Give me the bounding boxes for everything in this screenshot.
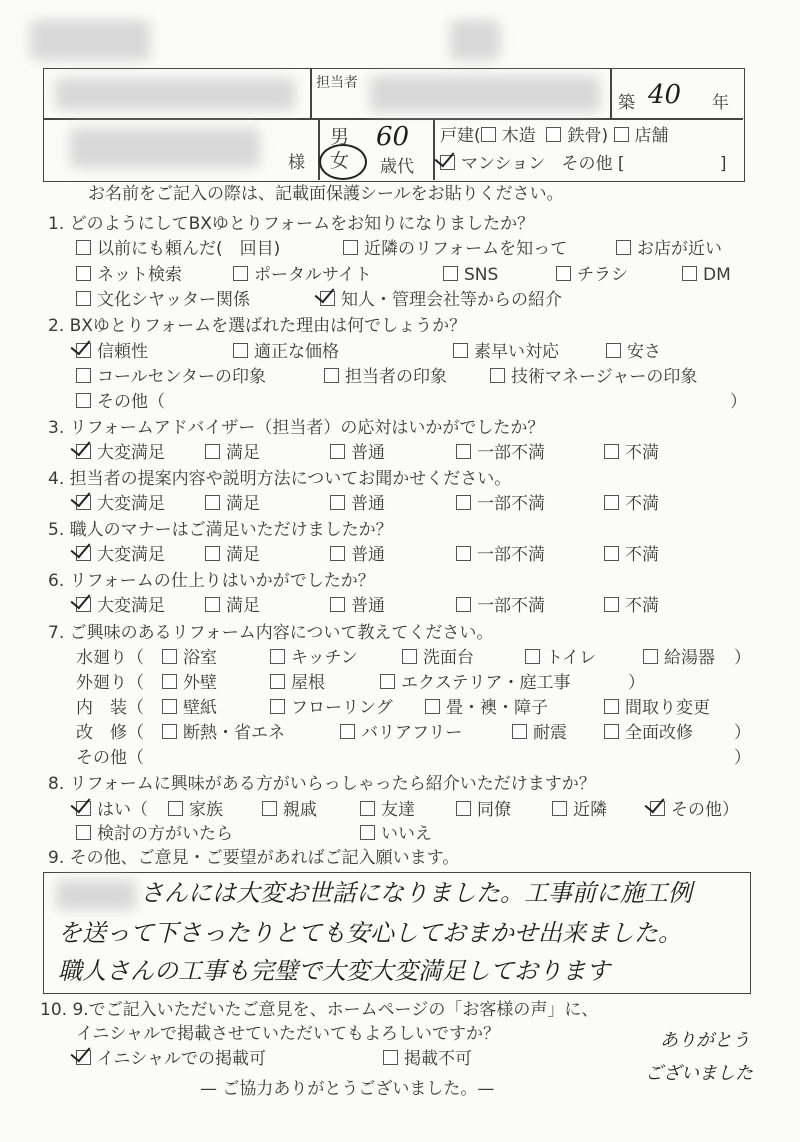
intro-note: お名前をご記入の際は、記載面保護シールをお貼りください。 — [88, 184, 564, 204]
divider — [433, 118, 435, 180]
redacted-header-right — [450, 20, 500, 60]
q4-title: 4. 担当者の提案内容や説明方法についてお聞かせください。 — [48, 469, 512, 489]
handwritten-thanks-2: ございました — [645, 1063, 753, 1084]
q9-title: 9. その他、ご意見・ご要望があればご記入願います。 — [48, 848, 460, 868]
q8-family: 家族 — [168, 799, 223, 821]
q3-satisfied-label: 満足 — [226, 443, 260, 463]
q7-water-heater: 給湯器 — [643, 647, 715, 669]
q7-interior-label: 内 装（ — [76, 698, 144, 718]
q2-other-close: ） — [730, 392, 747, 412]
q6-neutral — [330, 595, 385, 617]
redacted-staff — [370, 76, 600, 112]
house-mansion-checkbox[interactable] — [440, 155, 455, 170]
q10-title: 10. 9.でご記入いただいたご意見を、ホームページの「お客様の声」に、 — [40, 1000, 599, 1020]
q8-relatives: 親戚 — [262, 799, 317, 821]
redacted-header-left — [30, 20, 150, 60]
q7-reno-full: 全面改修 — [604, 722, 693, 744]
divider — [318, 118, 320, 180]
q2-opt-trust: 信頼性 — [76, 341, 148, 363]
divider — [610, 68, 612, 118]
divider — [433, 118, 743, 120]
q2-opt-price: 適正な価格 — [233, 341, 339, 363]
q4-very-satisfied-label: 大変満足 — [97, 494, 165, 514]
q1-opt-net: ネット検索 — [76, 264, 182, 286]
divider — [43, 118, 433, 120]
q7-water-bath: 浴室 — [162, 647, 217, 669]
q1-title: 1. どのようにしてBXゆとりフォームをお知りになりましたか？ — [48, 214, 535, 234]
q6-partly-dissatisfied-label: 一部不満 — [477, 596, 545, 616]
age-unit: 歳代 — [380, 157, 414, 177]
q7-other-close: ） — [734, 748, 751, 768]
q7-water-label: 水廻り（ — [76, 648, 144, 668]
q5-very-satisfied — [76, 544, 165, 566]
q7-outer-close: ） — [628, 673, 645, 693]
q4-very-satisfied-checkbox[interactable] — [76, 495, 91, 510]
q4-dissatisfied — [604, 493, 659, 515]
q1-opt-bunka: 文化シヤッター関係 — [76, 289, 250, 311]
redacted-comment-name — [56, 880, 136, 910]
q7-interior-tatami: 畳・襖・障子 — [425, 697, 548, 719]
q3-title: 3. リフォームアドバイザー（担当者）の応対はいかがでしたか？ — [48, 418, 545, 438]
q9-comment-line1: さんには大変お世話になりました。工事前に施工例 — [140, 879, 692, 907]
q7-outer-exterior: エクステリア・庭工事 — [380, 672, 571, 694]
q1-opt-before: 以前にも頼んだ( 回目) — [76, 238, 280, 260]
q1-opt-flyer: チラシ — [556, 264, 628, 286]
q6-very-satisfied — [76, 595, 165, 617]
q1-opt-store-near: お店が近い — [616, 238, 722, 260]
q2-opt-tech: 技術マネージャーの印象 — [490, 366, 697, 388]
q8-neighbors: 近隣 — [552, 799, 607, 821]
q3-satisfied — [205, 442, 260, 464]
q4-partly-dissatisfied-checkbox[interactable] — [456, 495, 471, 510]
q6-dissatisfied-checkbox[interactable] — [604, 597, 619, 612]
q5-dissatisfied — [604, 544, 659, 566]
q6-satisfied-checkbox[interactable] — [205, 597, 220, 612]
house-steel-checkbox[interactable] — [546, 127, 561, 142]
q4-neutral-checkbox[interactable] — [330, 495, 345, 510]
gender-female: 女 — [330, 150, 350, 172]
divider — [310, 68, 312, 118]
q4-dissatisfied-checkbox[interactable] — [604, 495, 619, 510]
q7-water-washbasin: 洗面台 — [402, 647, 474, 669]
q6-dissatisfied — [604, 595, 659, 617]
q8-friends: 友達 — [360, 799, 415, 821]
q2-title: 2. BXゆとりフォームを選ばれた理由は何でしょうか？ — [48, 316, 467, 336]
q5-very-satisfied-label: 大変満足 — [97, 545, 165, 565]
q8-colleagues: 同僚 — [456, 799, 511, 821]
redacted-customer-name — [70, 128, 260, 168]
q7-interior-wallpaper: 壁紙 — [162, 697, 217, 719]
q6-partly-dissatisfied — [456, 595, 545, 617]
q9-comment-line3: 職人さんの工事も完璧で大変大変満足しております — [58, 957, 610, 985]
q4-very-satisfied — [76, 493, 165, 515]
handwritten-thanks-1: ありがとう — [660, 1030, 750, 1051]
q7-other-label: その他（ — [76, 748, 144, 768]
q7-outer-wall: 外壁 — [162, 672, 217, 694]
q8-title: 8. リフォームに興味がある方がいらっしゃったら紹介いただけますか？ — [48, 774, 596, 794]
q3-neutral — [330, 442, 385, 464]
q1-opt-neighbor: 近隣のリフォームを知って — [343, 238, 567, 260]
q5-neutral — [330, 544, 385, 566]
q7-reno-quake: 耐震 — [512, 722, 567, 744]
q5-partly-dissatisfied-label: 一部不満 — [477, 545, 545, 565]
q7-reno-insulation: 断熱・省エネ — [162, 722, 285, 744]
q6-satisfied-label: 満足 — [226, 596, 260, 616]
q6-partly-dissatisfied-checkbox[interactable] — [456, 597, 471, 612]
q2-opt-quick: 素早い対応 — [453, 341, 559, 363]
q3-very-satisfied — [76, 442, 165, 464]
q3-partly-dissatisfied-label: 一部不満 — [477, 443, 545, 463]
q5-partly-dissatisfied-checkbox[interactable] — [456, 546, 471, 561]
q7-outer-label: 外廻り（ — [76, 673, 144, 693]
q3-dissatisfied-checkbox[interactable] — [604, 444, 619, 459]
q4-satisfied-checkbox[interactable] — [205, 495, 220, 510]
q2-opt-staff: 担当者の印象 — [324, 366, 447, 388]
q7-water-close: ） — [734, 648, 751, 668]
q10-title2: イニシャルで掲載させていただいてもよろしいですか？ — [76, 1024, 500, 1044]
q8-consider: 検討の方がいたら — [76, 823, 233, 845]
q4-neutral-label: 普通 — [351, 494, 385, 514]
q5-neutral-checkbox[interactable] — [330, 546, 345, 561]
q10-ng: 掲載不可 — [383, 1048, 472, 1070]
house-other-label: その他 [ — [561, 154, 625, 174]
q5-partly-dissatisfied — [456, 544, 545, 566]
q8-yes: はい（ — [76, 799, 148, 821]
q6-very-satisfied-label: 大変満足 — [97, 596, 165, 616]
q5-dissatisfied-label: 不満 — [625, 545, 659, 565]
house-store-checkbox[interactable] — [614, 127, 629, 142]
q1-opt-sns: SNS — [443, 264, 498, 286]
q4-partly-dissatisfied-label: 一部不満 — [477, 494, 545, 514]
q7-title: 7. ご興味のあるリフォーム内容について教えてください。 — [48, 623, 494, 643]
gender-male: 男 — [330, 126, 350, 148]
q3-very-satisfied-label: 大変満足 — [97, 443, 165, 463]
q7-outer-roof: 屋根 — [270, 672, 325, 694]
q5-satisfied-checkbox[interactable] — [205, 546, 220, 561]
q6-very-satisfied-checkbox[interactable] — [76, 597, 91, 612]
q6-title: 6. リフォームの仕上りはいかがでしたか？ — [48, 571, 375, 591]
house-detached: 戸建( — [440, 126, 481, 146]
q4-neutral — [330, 493, 385, 515]
q7-reno-label: 改 修（ — [76, 723, 144, 743]
staff-label: 担当者 — [316, 75, 358, 91]
q3-partly-dissatisfied — [456, 442, 545, 464]
q5-neutral-label: 普通 — [351, 545, 385, 565]
q1-opt-referral: 知人・管理会社等からの紹介 — [320, 289, 562, 311]
q8-other: その他） — [650, 799, 739, 821]
q7-reno-close: ） — [734, 723, 751, 743]
q3-satisfied-checkbox[interactable] — [205, 444, 220, 459]
house-type-row2: マンション その他 [ ] — [440, 153, 727, 175]
q1-opt-dm: DM — [682, 264, 731, 286]
q2-opt-cheap: 安さ — [606, 341, 661, 363]
q3-dissatisfied-label: 不満 — [625, 443, 659, 463]
q3-neutral-label: 普通 — [351, 443, 385, 463]
building-age-value: 40 — [648, 80, 682, 110]
q5-very-satisfied-checkbox[interactable] — [76, 546, 91, 561]
closing-text: — ご協力ありがとうございました。— — [200, 1079, 495, 1099]
q7-interior-flooring: フローリング — [270, 697, 393, 719]
gender-female-circle — [319, 144, 367, 180]
q5-satisfied-label: 満足 — [226, 545, 260, 565]
q7-water-kitchen: キッチン — [270, 647, 358, 669]
q6-satisfied — [205, 595, 260, 617]
redacted-name — [55, 78, 295, 110]
q3-partly-dissatisfied-checkbox[interactable] — [456, 444, 471, 459]
q7-interior-layout: 間取り変更 — [604, 697, 710, 719]
q10-ok: イニシャルでの掲載可 — [76, 1048, 266, 1070]
q7-water-toilet: トイレ — [525, 647, 596, 669]
q5-title: 5. 職人のマナーはご満足いただけましたか？ — [48, 520, 393, 540]
q2-opt-callcenter: コールセンターの印象 — [76, 366, 266, 388]
q2-opt-other: その他（ — [76, 391, 165, 413]
q3-dissatisfied — [604, 442, 659, 464]
q4-dissatisfied-label: 不満 — [625, 494, 659, 514]
building-age-label: 築 — [618, 93, 635, 113]
q8-no: いいえ — [360, 823, 432, 845]
q6-neutral-checkbox[interactable] — [330, 597, 345, 612]
q4-partly-dissatisfied — [456, 493, 545, 515]
q4-satisfied-label: 満足 — [226, 494, 260, 514]
q7-reno-barrierfree: バリアフリー — [340, 722, 462, 744]
house-wood-checkbox[interactable] — [481, 127, 496, 142]
building-age-unit: 年 — [712, 93, 729, 113]
q5-dissatisfied-checkbox[interactable] — [604, 546, 619, 561]
q6-dissatisfied-label: 不満 — [625, 596, 659, 616]
honorific: 様 — [288, 153, 305, 173]
age-value: 60 — [376, 122, 410, 152]
q9-comment-line2: を送って下さったりとても安心しておまかせ出来ました。 — [58, 919, 682, 947]
q4-satisfied — [205, 493, 260, 515]
q5-satisfied — [205, 544, 260, 566]
q3-neutral-checkbox[interactable] — [330, 444, 345, 459]
house-type-row1: 戸建( 木造 鉄骨) 店舗 — [440, 126, 669, 146]
q3-very-satisfied-checkbox[interactable] — [76, 444, 91, 459]
q6-neutral-label: 普通 — [351, 596, 385, 616]
q1-opt-portal: ポータルサイト — [233, 264, 372, 286]
